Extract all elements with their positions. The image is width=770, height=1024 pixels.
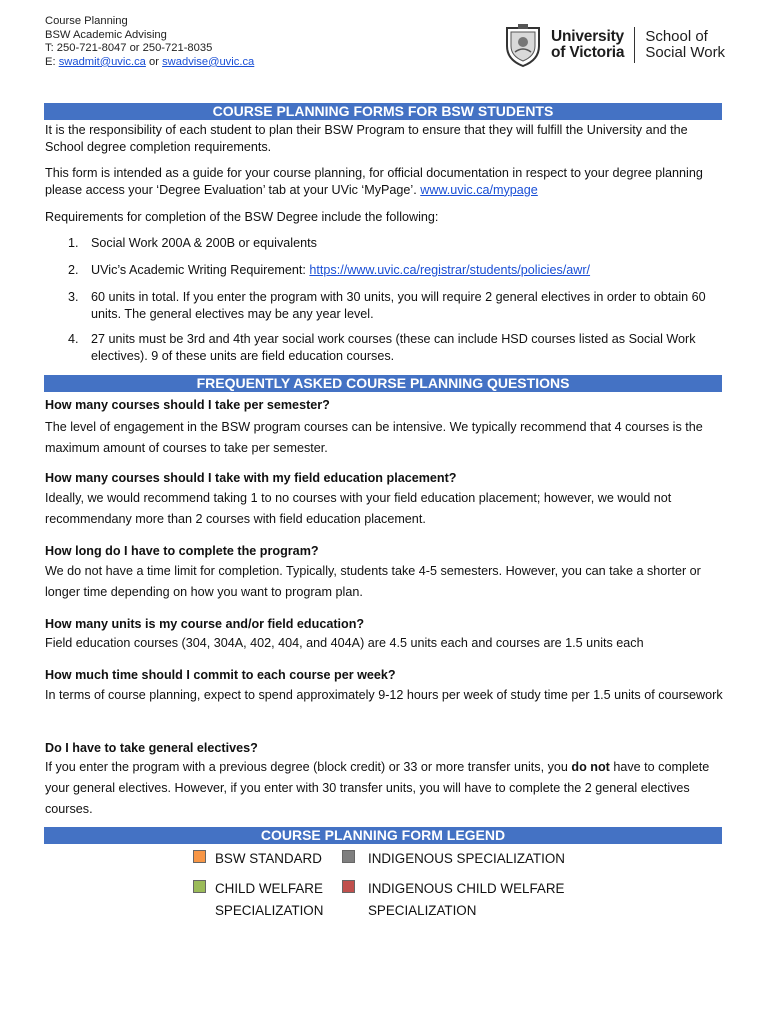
requirement-item: [68, 289, 728, 322]
requirement-text: 60 units in total. If you enter the program with 30 units, you will require 2 general electives in order to obtain 60 units. The general electives may be any year level.: [91, 290, 706, 321]
awr-link[interactable]: https://www.uvic.ca/registrar/students/policies/awr/: [309, 263, 591, 277]
header-phone: T: 250-721-8047 or 250-721-8035: [45, 42, 213, 55]
electives-answer-emphasis: do not: [571, 760, 610, 774]
email-link-admit[interactable]: swadmit@uvic.ca: [58, 55, 146, 68]
logo-school-line1: School of: [645, 28, 708, 45]
logo-university-line1: University: [551, 28, 624, 45]
section-title-legend: COURSE PLANNING FORM LEGEND: [44, 827, 722, 844]
faq-answer-electives: [45, 757, 725, 820]
requirement-number: 1.: [68, 236, 79, 250]
faq-question: How long do I have to complete the program?: [45, 544, 319, 558]
legend-label-child-welfare: CHILD WELFARE SPECIALIZATION: [215, 881, 324, 918]
email-link-advise[interactable]: swadvise@uvic.ca: [162, 55, 255, 68]
contact-block: [45, 15, 254, 69]
faq-answer: Field education courses (304, 304A, 402, 404, and 404A) are 4.5 units each and courses are 1.5 units each: [45, 636, 644, 650]
requirement-text: UVic’s Academic Writing Requirement:: [91, 263, 310, 277]
header-advising: BSW Academic Advising: [45, 28, 167, 41]
requirement-number: 3.: [68, 290, 79, 304]
requirement-item: [68, 262, 728, 279]
legend-label-indigenous-child-welfare: INDIGENOUS CHILD WELFARE SPECIALIZATION: [368, 881, 565, 918]
logo-school-text: [645, 29, 725, 61]
para-guide-text: This form is intended as a guide for your course planning, for official documentation in respect to your degree planning please access your ‘Degree Evaluation’ tab at your UVic ‘MyPage’.: [45, 166, 703, 197]
mypage-link[interactable]: www.uvic.ca/mypage: [420, 182, 538, 197]
legend-swatch-indigenous-child-welfare: [342, 880, 355, 893]
faq-question: How many units is my course and/or field education?: [45, 617, 365, 631]
requirement-text: 27 units must be 3rd and 4th year social work courses (these can include HSD courses listed as Social Work electives). 9 of these units are field education courses.: [91, 332, 696, 363]
logo-divider: [634, 27, 635, 63]
requirement-text: Social Work 200A & 200B or equivalents: [91, 236, 317, 250]
legend-swatch-bsw-standard: [193, 850, 206, 863]
legend-label-bsw-standard: BSW STANDARD: [215, 851, 322, 866]
faq-question: Do I have to take general electives?: [45, 741, 258, 755]
uvic-logo: [503, 22, 725, 68]
para-guide: [45, 165, 725, 198]
faq-answer: We do not have a time limit for completion. Typically, students take 4-5 semesters. However, you can take a shorter or longer time depending on how you want to program plan.: [45, 564, 701, 599]
para-requirements: Requirements for completion of the BSW Degree include the following:: [45, 210, 439, 224]
requirement-number: 4.: [68, 332, 79, 346]
logo-university-line2: of Victoria: [551, 44, 625, 61]
faq-question: How much time should I commit to each course per week?: [45, 668, 396, 682]
faq-answer: Ideally, we would recommend taking 1 to no courses with your field education placement; however, we would not recommendany more than 2 courses with field education placement.: [45, 491, 672, 526]
section-title-forms: COURSE PLANNING FORMS FOR BSW STUDENTS: [44, 103, 722, 120]
requirement-number: 2.: [68, 263, 79, 277]
legend-swatch-indigenous: [342, 850, 355, 863]
uvic-crest-icon: [503, 22, 543, 68]
legend-label-indigenous: INDIGENOUS SPECIALIZATION: [368, 851, 565, 866]
section-title-faq: FREQUENTLY ASKED COURSE PLANNING QUESTIONS: [44, 375, 722, 392]
electives-answer-pre: If you enter the program with a previous degree (block credit) or 33 or more transfer units, you: [45, 760, 572, 774]
faq-question: How many courses should I take per semester?: [45, 398, 330, 412]
faq-answer: In terms of course planning, expect to spend approximately 9-12 hours per week of study time per 1.5 units of coursework: [45, 688, 723, 702]
para-responsibility: It is the responsibility of each student to plan their BSW Program to ensure that they will fulfill the University and the School degree completion requirements.: [45, 123, 688, 154]
requirement-item: [68, 235, 728, 252]
email-or: or: [145, 55, 163, 68]
email-prefix: E:: [45, 55, 59, 68]
requirement-item: [68, 331, 728, 364]
legend-swatch-child-welfare: [193, 880, 206, 893]
header-email-line: [45, 56, 254, 70]
logo-school-line2: Social Work: [645, 44, 726, 61]
faq-answer: The level of engagement in the BSW program courses can be intensive. We typically recommend that 4 courses is the maximum amount of courses to take per semester.: [45, 420, 703, 455]
electives-answer-post: have to complete your general electives. However, if you enter with 30 transfer units, you will have to complete the 2 general electives courses.: [45, 760, 710, 816]
faq-question: How many courses should I take with my field education placement?: [45, 471, 457, 485]
logo-university-text: [551, 29, 624, 61]
header-course-planning: Course Planning: [45, 15, 128, 27]
